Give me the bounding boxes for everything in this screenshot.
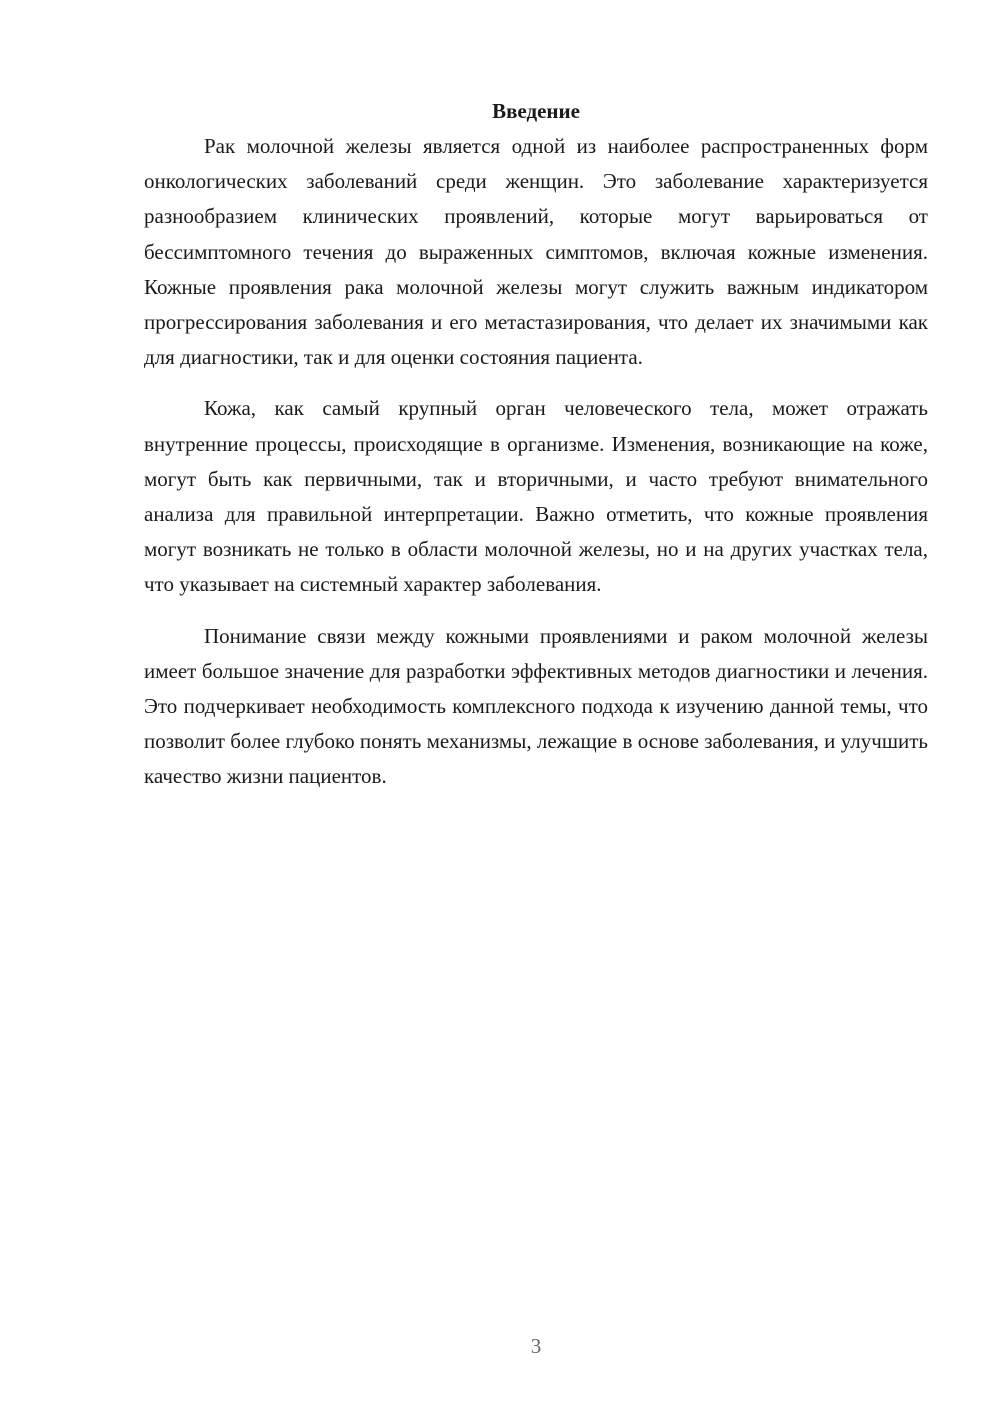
paragraph-1: Рак молочной железы является одной из наиболее распространенных форм онкологических заболеваний среди женщин. Это заболевание характеризуется разнообразием клинических проявлений, которые могут варьироваться от бессимптомного течения до выраженных симптомов, включая кожные изменения. Кожные проявления рака молочной железы могут служить важным индикатором прогрессирования заболевания и его метастазирования, что делает их значимыми как для диагностики, так и для оценки состояния пациента. bbox=[144, 134, 928, 370]
section-heading: Введение bbox=[492, 99, 580, 123]
page-number: 3 bbox=[530, 1334, 542, 1358]
page-content bbox=[144, 94, 928, 811]
paragraph-3: Понимание связи между кожными проявлениями и раком молочной железы имеет большое значение для разработки эффективных методов диагностики и лечения. Это подчеркивает необходимость комплексного подхода к изучению данной темы, что позволит более глубоко понять механизмы, лежащие в основе заболевания, и улучшить качество жизни пациентов. bbox=[144, 623, 928, 789]
paragraph-2: Кожа, как самый крупный орган человеческого тела, может отражать внутренние процессы, происходящие в организме. Изменения, возникающие на коже, могут быть как первичными, так и вторичными, и часто требуют внимательного анализа для правильной интерпретации. Важно отметить, что кожные проявления могут возникать не только в области молочной железы, но и на других участках тела, что указывает на системный характер заболевания. bbox=[144, 396, 928, 597]
